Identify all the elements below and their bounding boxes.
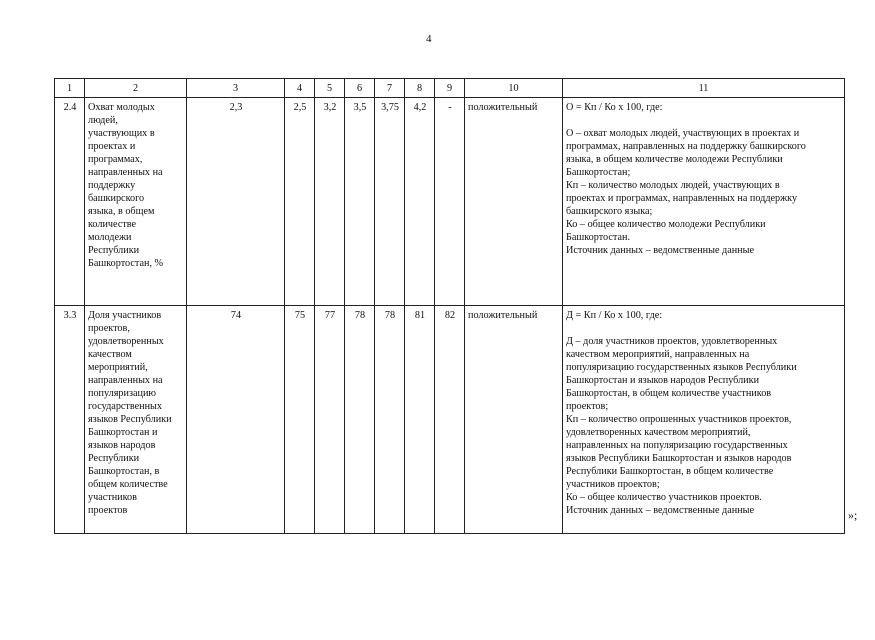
trend-direction: положительный: [465, 306, 563, 534]
formula-description: О – охват молодых людей, участвующих в проектах и программах, направленных на поддержку башкирского языка, в общем количестве молодежи Республики Башкортостан; Кп – количество молодых людей, участвующих в проектах и программах, направленных на поддержку башкирского языка; Ко – общее количество молодежи Республики Башкортостан. Источник данных – ведомственные данные: [566, 128, 806, 256]
formula-text: Д = Кп / Ко х 100, где:: [566, 310, 663, 321]
header-cell: 4: [285, 79, 315, 98]
closing-quote: »;: [848, 508, 858, 522]
value-col-6: 3,5: [345, 98, 375, 306]
methodology-cell: [563, 98, 845, 306]
header-cell: 10: [465, 79, 563, 98]
page-number: 4: [426, 33, 432, 45]
header-cell: 11: [563, 79, 845, 98]
value-col-5: 77: [315, 306, 345, 534]
header-cell: 6: [345, 79, 375, 98]
value-col-3: 2,3: [187, 98, 285, 306]
indicators-table: [54, 78, 845, 534]
indicator-name: Доля участников проектов, удовлетворенных качеством мероприятий, направленных на популяризацию государственных языков Республики Башкортостан и языков народов Республики Башкортостан, в общем количестве участников проектов: [85, 306, 187, 534]
row-number: 3.3: [55, 306, 85, 534]
header-cell: 7: [375, 79, 405, 98]
value-col-6: 78: [345, 306, 375, 534]
table-row: [55, 98, 845, 306]
value-col-5: 3,2: [315, 98, 345, 306]
header-cell: 1: [55, 79, 85, 98]
header-cell: 3: [187, 79, 285, 98]
value-col-9: -: [435, 98, 465, 306]
row-number: 2.4: [55, 98, 85, 306]
value-col-9: 82: [435, 306, 465, 534]
methodology-cell: [563, 306, 845, 534]
indicator-name: Охват молодых людей, участвующих в проектах и программах, направленных на поддержку башкирского языка, в общем количестве молодежи Республики Башкортостан, %: [85, 98, 187, 306]
header-cell: 8: [405, 79, 435, 98]
formula-text: О = Кп / Ко х 100, где:: [566, 102, 663, 113]
value-col-8: 4,2: [405, 98, 435, 306]
formula-description: Д – доля участников проектов, удовлетворенных качеством мероприятий, направленных на популяризацию государственных языков Республики Башкортостан и языков народов Республики Башкортостан, в общем количестве участников проектов; Кп – количество опрошенных участников проектов, удовлетворенных качеством мероприятий, направленных на популяризацию государственных языков Республики Башкортостан и языков народов Республики Башкортостан, в общем количестве участников проектов; Ко – общее количество участников проектов. Источник данных – ведомственные данные: [566, 336, 797, 516]
value-col-4: 75: [285, 306, 315, 534]
value-col-3: 74: [187, 306, 285, 534]
header-cell: 9: [435, 79, 465, 98]
value-col-8: 81: [405, 306, 435, 534]
value-col-7: 78: [375, 306, 405, 534]
table-row: [55, 306, 845, 534]
value-col-7: 3,75: [375, 98, 405, 306]
header-cell: 5: [315, 79, 345, 98]
header-cell: 2: [85, 79, 187, 98]
trend-direction: положительный: [465, 98, 563, 306]
value-col-4: 2,5: [285, 98, 315, 306]
table-header-row: [55, 79, 845, 98]
